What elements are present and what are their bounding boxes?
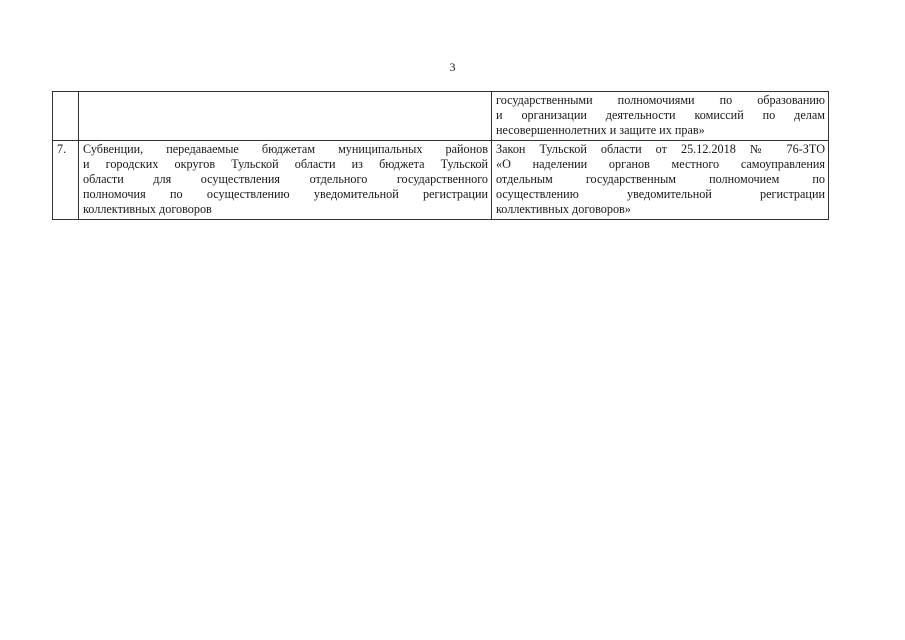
description-text-line: и городских округов Тульской области из бюджета Тульской (83, 156, 488, 171)
table-row (53, 92, 829, 141)
appendix-table (52, 91, 829, 220)
law-text-line: осуществлению уведомительной регистрации (496, 187, 825, 202)
description-text-line: полномочия по осуществлению уведомительной регистрации (83, 187, 488, 202)
law-text-line: «О наделении органов местного самоуправления (496, 156, 825, 171)
law-text-line: отдельным государственным полномочием по (496, 172, 825, 187)
description-text-line: области для осуществления отдельного государственного (83, 172, 488, 187)
description-cell (79, 140, 492, 219)
table-row (53, 140, 829, 219)
law-text-line: и организации деятельности комиссий по делам (496, 108, 825, 123)
law-text-line: государственными полномочиями по образованию (496, 93, 825, 107)
description-text-line: коллективных договоров (83, 202, 212, 217)
law-text-line: Закон Тульской области от 25.12.2018 № 76-ЗТО (496, 141, 825, 156)
row-number-cell: 7. (53, 140, 79, 219)
row-number-cell (53, 92, 79, 141)
law-cell (492, 92, 829, 141)
description-cell (79, 92, 492, 141)
law-text-line: коллективных договоров» (496, 202, 631, 217)
law-cell (492, 140, 829, 219)
page-number: 3 (449, 60, 456, 74)
description-text-line: Субвенции, передаваемые бюджетам муниципальных районов (83, 141, 488, 156)
law-text-line: несовершеннолетних и защите их прав» (496, 123, 705, 138)
